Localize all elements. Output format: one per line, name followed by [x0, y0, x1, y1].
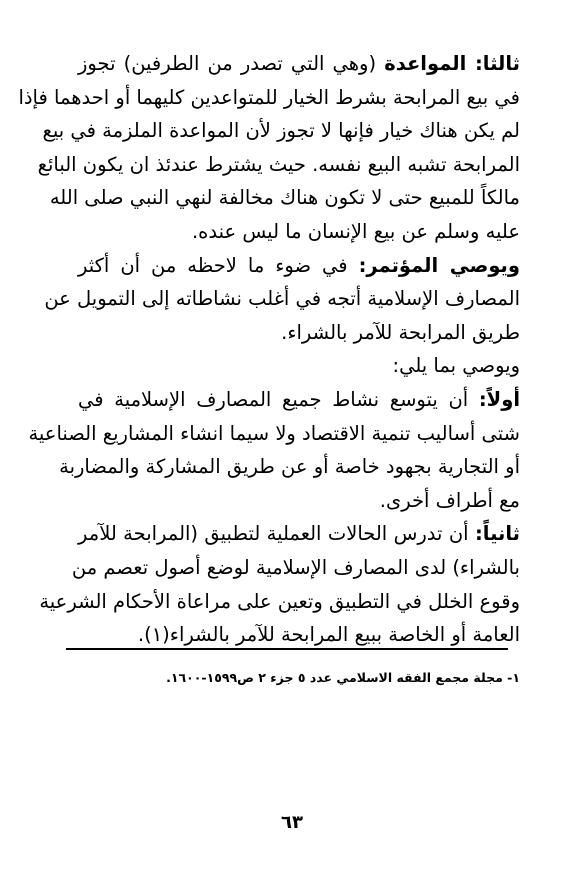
line-text: في ضوء ما لاحظه من أن أكثر	[78, 253, 359, 277]
line-text: أو التجارية بجهود خاصة أو عن طريق المشاركة والمضاربة	[59, 455, 520, 479]
paragraph-lead: أولاً:	[478, 388, 520, 411]
line-text: مالكاً للمبيع حتى لا تكون هناك مخالفة لنهي النبي صلى الله	[49, 186, 520, 210]
line-text: ويوصي بما يلي:	[392, 354, 520, 378]
line-text: العامة أو الخاصة ببيع المرابحة للآمر بالشراء(١).	[137, 623, 520, 647]
line-text: المرابحة تشبه البيع نفسه. حيث يشترط عندئذ ان يكون البائع	[37, 152, 520, 176]
text-line	[78, 319, 520, 347]
paragraph-lead: ويوصي المؤتمر:	[358, 253, 520, 277]
line-text: وقوع الخلل في التطبيق وتعين على مراعاة الأحكام الشرعية	[39, 589, 520, 613]
text-line	[78, 487, 520, 515]
text-line	[78, 252, 520, 280]
text-line	[78, 621, 520, 649]
line-text: طريق المرابحة للآمر بالشراء.	[281, 320, 520, 344]
line-text: (وهي التي تصدر من الطرفين) تجوز	[78, 52, 385, 75]
text-line	[37, 151, 520, 179]
text-line	[71, 554, 520, 582]
line-text: بالشراء) لدى المصارف الإسلامية لوضع أصول تعصم من	[71, 556, 520, 579]
text-line	[28, 420, 520, 448]
text-line	[78, 386, 520, 414]
line-text: مع أطراف أخرى.	[379, 488, 520, 512]
paragraph-lead: ثالثا: المواعدة	[384, 52, 521, 75]
text-line	[78, 50, 520, 78]
footnote-divider	[66, 648, 508, 650]
line-text: عليه وسلم عن بيع الإنسان ما ليس عنده.	[191, 220, 520, 243]
footnote: ١- مجلة مجمع الفقه الاسلامي عدد ٥ جزء ٢ ص١٥٩٩-١٦٠٠.	[166, 670, 520, 685]
line-text: لم يكن هناك خيار فإنها لا تجوز لأن المواعدة الملزمة في بيع	[42, 119, 520, 143]
text-line	[78, 218, 520, 246]
line-text: أن تدرس الحالات العملية لتطبيق (المرابحة للآمر	[78, 522, 475, 546]
paragraph-lead: ثانياً:	[474, 522, 520, 546]
line-text: المصارف الإسلامية أتجه في أغلب نشاطاته إلى التمويل عن	[44, 287, 520, 311]
text-line	[18, 84, 520, 112]
text-line	[59, 453, 520, 481]
page-number: ٦٣	[281, 812, 303, 833]
text-line	[44, 285, 520, 313]
text-line	[78, 520, 520, 548]
text-line	[49, 184, 520, 212]
text-line	[42, 117, 520, 145]
text-line	[39, 588, 520, 616]
text-line	[78, 352, 520, 380]
line-text: أن يتوسع نشاط جميع المصارف الإسلامية في	[78, 388, 479, 411]
line-text: في بيع المرابحة بشرط الخيار للمتواعدين كليهما أو احدهما فإذا	[18, 85, 520, 109]
line-text: شتى أساليب تنمية الاقتصاد ولا سيما انشاء المشاريع الصناعية	[28, 421, 520, 445]
